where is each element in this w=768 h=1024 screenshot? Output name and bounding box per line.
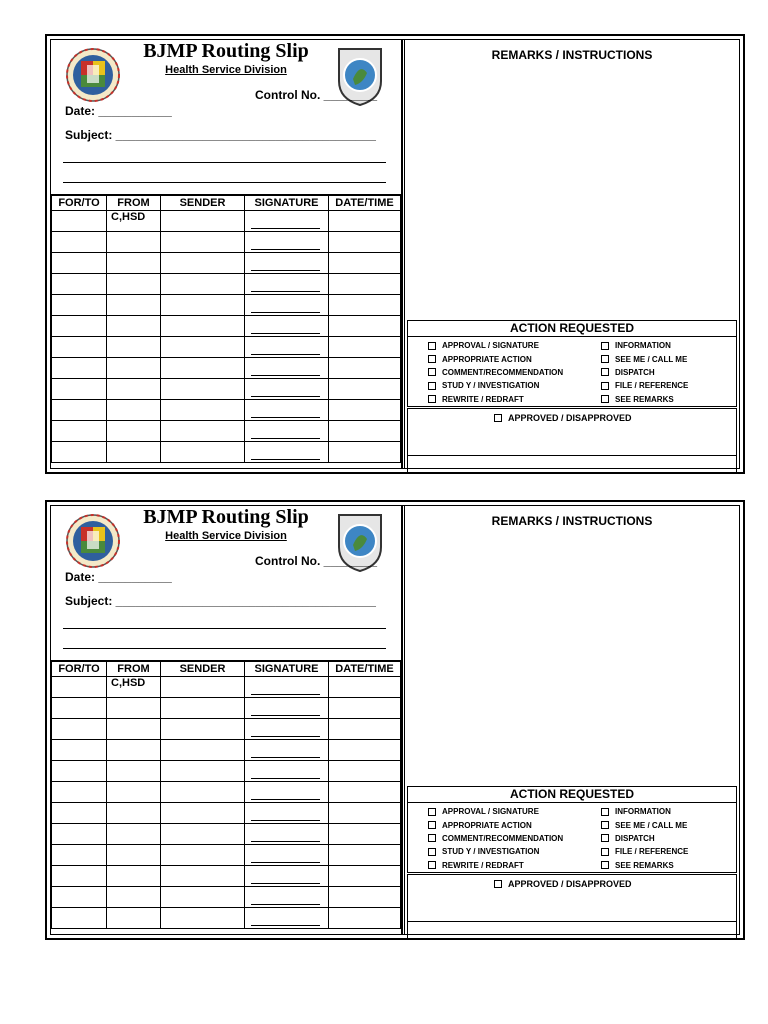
from-cell[interactable]: [107, 378, 161, 399]
sender-cell[interactable]: [161, 357, 245, 378]
date-time-cell[interactable]: [329, 420, 401, 441]
for-to-cell[interactable]: [52, 273, 107, 294]
for-to-cell[interactable]: [52, 907, 107, 928]
for-to-cell[interactable]: [52, 760, 107, 781]
control-number-field[interactable]: Control No. ________: [255, 88, 378, 102]
slip-title: BJMP Routing Slip: [143, 40, 309, 62]
routing-slip: [45, 34, 745, 474]
from-cell[interactable]: [107, 357, 161, 378]
column-header: SENDER: [161, 195, 245, 210]
signature-cell[interactable]: [245, 781, 329, 802]
action-requested-box: [407, 320, 737, 407]
checkbox-icon[interactable]: [428, 382, 436, 390]
for-to-cell[interactable]: [52, 697, 107, 718]
signature-cell[interactable]: [245, 336, 329, 357]
signature-cell[interactable]: [245, 886, 329, 907]
routing-table: [51, 194, 401, 463]
from-cell[interactable]: [107, 441, 161, 462]
table-row: [52, 210, 401, 231]
column-header: FROM: [107, 195, 161, 210]
signature-cell[interactable]: [245, 441, 329, 462]
checkbox-icon[interactable]: [601, 355, 609, 363]
slip-subtitle: Health Service Division: [165, 530, 287, 542]
checkbox-icon[interactable]: [428, 395, 436, 403]
signature-line: [251, 249, 320, 250]
sender-cell[interactable]: [161, 399, 245, 420]
table-row: [52, 760, 401, 781]
signature-line: [251, 417, 320, 418]
for-to-cell[interactable]: [52, 336, 107, 357]
signature-line: [251, 694, 320, 695]
date-time-cell[interactable]: [329, 844, 401, 865]
sender-cell[interactable]: [161, 315, 245, 336]
signature-line: [251, 228, 320, 229]
signature-line: [251, 820, 320, 821]
subject-line[interactable]: [63, 648, 386, 649]
signature-line: [251, 354, 320, 355]
date-time-cell[interactable]: [329, 886, 401, 907]
from-cell[interactable]: [107, 315, 161, 336]
sender-cell[interactable]: [161, 336, 245, 357]
action-checkbox[interactable]: REWRITE / REDRAFT: [428, 393, 563, 406]
column-header: FOR/TO: [52, 195, 107, 210]
from-cell[interactable]: [107, 273, 161, 294]
action-checkbox[interactable]: SEE ME / CALL ME: [601, 818, 688, 831]
for-to-cell[interactable]: [52, 294, 107, 315]
sender-cell[interactable]: [161, 718, 245, 739]
sender-cell[interactable]: [161, 441, 245, 462]
signature-line: [251, 799, 320, 800]
action-checkbox[interactable]: APPROVAL / SIGNATURE: [428, 339, 563, 352]
column-header: DATE/TIME: [329, 661, 401, 676]
checkbox-icon[interactable]: [428, 821, 436, 829]
checkbox-icon[interactable]: [428, 861, 436, 869]
checkbox-icon[interactable]: [601, 834, 609, 842]
signature-cell[interactable]: [245, 907, 329, 928]
date-time-cell[interactable]: [329, 802, 401, 823]
signature-line: [251, 841, 320, 842]
for-to-cell[interactable]: [52, 231, 107, 252]
remarks-panel: [404, 40, 739, 468]
from-cell[interactable]: C,HSD: [107, 210, 161, 231]
action-checkbox[interactable]: INFORMATION: [601, 805, 688, 818]
approval-box: [407, 408, 737, 474]
table-row: [52, 907, 401, 928]
date-field[interactable]: Date: ___________: [65, 570, 172, 584]
signature-line: [251, 736, 320, 737]
routing-slip: [45, 500, 745, 940]
from-cell[interactable]: C,HSD: [107, 676, 161, 697]
table-row: [52, 718, 401, 739]
signature-cell[interactable]: [245, 865, 329, 886]
sender-cell[interactable]: [161, 294, 245, 315]
subject-line[interactable]: [63, 628, 386, 629]
for-to-cell[interactable]: [52, 781, 107, 802]
from-cell[interactable]: [107, 802, 161, 823]
routing-panel: [51, 40, 403, 468]
bjmp-seal-icon: [65, 43, 121, 107]
from-cell[interactable]: [107, 399, 161, 420]
signature-line: [251, 883, 320, 884]
table-row: [52, 844, 401, 865]
from-cell[interactable]: [107, 336, 161, 357]
signature-line: [251, 312, 320, 313]
sender-cell[interactable]: [161, 420, 245, 441]
signature-line: [251, 757, 320, 758]
sender-cell[interactable]: [161, 676, 245, 697]
action-checkbox[interactable]: SEE ME / CALL ME: [601, 352, 688, 365]
action-checkbox[interactable]: APPROPRIATE ACTION: [428, 818, 563, 831]
from-cell[interactable]: [107, 823, 161, 844]
column-header: FROM: [107, 661, 161, 676]
table-header-row: [52, 661, 401, 676]
from-cell[interactable]: [107, 718, 161, 739]
from-cell[interactable]: [107, 697, 161, 718]
signature-line: [251, 904, 320, 905]
checkbox-icon[interactable]: [428, 368, 436, 376]
action-checkbox[interactable]: DISPATCH: [601, 832, 688, 845]
sender-cell[interactable]: [161, 378, 245, 399]
date-time-cell[interactable]: [329, 231, 401, 252]
signature-cell[interactable]: [245, 718, 329, 739]
for-to-cell[interactable]: [52, 676, 107, 697]
date-time-cell[interactable]: [329, 718, 401, 739]
subject-field[interactable]: Subject: _______________________________________: [65, 128, 376, 142]
action-checkbox[interactable]: REWRITE / REDRAFT: [428, 859, 563, 872]
subject-line[interactable]: [63, 162, 386, 163]
action-checkbox[interactable]: STUD Y / INVESTIGATION: [428, 379, 563, 392]
remarks-title: REMARKS / INSTRUCTIONS: [491, 514, 653, 528]
from-cell[interactable]: [107, 231, 161, 252]
action-checkbox[interactable]: APPROPRIATE ACTION: [428, 352, 563, 365]
date-time-cell[interactable]: [329, 315, 401, 336]
signature-line: [251, 291, 320, 292]
sender-cell[interactable]: [161, 823, 245, 844]
table-row: [52, 252, 401, 273]
action-requested-box: [407, 786, 737, 873]
date-time-cell[interactable]: [329, 378, 401, 399]
signature-line: [251, 270, 320, 271]
checkbox-icon[interactable]: [428, 355, 436, 363]
for-to-cell[interactable]: [52, 739, 107, 760]
slip-subtitle: Health Service Division: [165, 64, 287, 76]
table-row: [52, 739, 401, 760]
table-row: [52, 315, 401, 336]
remarks-title: REMARKS / INSTRUCTIONS: [491, 48, 653, 62]
slip-title: BJMP Routing Slip: [143, 506, 309, 528]
signature-cell[interactable]: [245, 399, 329, 420]
action-checkbox[interactable]: INFORMATION: [601, 339, 688, 352]
signature-line: [251, 375, 320, 376]
table-row: [52, 802, 401, 823]
sender-cell[interactable]: [161, 886, 245, 907]
signature-cell[interactable]: [245, 357, 329, 378]
table-row: [52, 420, 401, 441]
table-row: [52, 231, 401, 252]
date-time-cell[interactable]: [329, 739, 401, 760]
table-header-row: [52, 195, 401, 210]
from-cell[interactable]: [107, 781, 161, 802]
column-header: SIGNATURE: [245, 195, 329, 210]
for-to-cell[interactable]: [52, 823, 107, 844]
for-to-cell[interactable]: [52, 399, 107, 420]
signature-line: [251, 396, 320, 397]
date-time-cell[interactable]: [329, 294, 401, 315]
date-time-cell[interactable]: [329, 357, 401, 378]
checkbox-icon[interactable]: [494, 414, 502, 422]
checkbox-icon[interactable]: [428, 342, 436, 350]
from-cell[interactable]: [107, 907, 161, 928]
table-row: [52, 294, 401, 315]
date-time-cell[interactable]: [329, 441, 401, 462]
checkbox-icon[interactable]: [428, 848, 436, 856]
signature-cell[interactable]: [245, 676, 329, 697]
date-field[interactable]: Date: ___________: [65, 104, 172, 118]
action-checkbox[interactable]: COMMENT/RECOMMENDATION: [428, 832, 563, 845]
subject-field[interactable]: Subject: _______________________________________: [65, 594, 376, 608]
action-checkbox[interactable]: DISPATCH: [601, 366, 688, 379]
routing-table: [51, 660, 401, 929]
checkbox-icon[interactable]: [428, 808, 436, 816]
signature-line: [251, 333, 320, 334]
checkbox-icon[interactable]: [428, 834, 436, 842]
from-cell[interactable]: [107, 294, 161, 315]
bjmp-seal-icon: [65, 509, 121, 573]
date-time-cell[interactable]: [329, 252, 401, 273]
table-row: [52, 441, 401, 462]
checkbox-icon[interactable]: [601, 368, 609, 376]
for-to-cell[interactable]: [52, 378, 107, 399]
checkbox-icon[interactable]: [494, 880, 502, 888]
from-cell[interactable]: [107, 844, 161, 865]
action-requested-title: ACTION REQUESTED: [408, 321, 736, 337]
signature-cell[interactable]: [245, 210, 329, 231]
sender-cell[interactable]: [161, 865, 245, 886]
routing-panel: [51, 506, 403, 934]
signature-cell[interactable]: [245, 697, 329, 718]
subject-line[interactable]: [63, 182, 386, 183]
sender-cell[interactable]: [161, 231, 245, 252]
checkbox-icon[interactable]: [601, 861, 609, 869]
signature-cell[interactable]: [245, 252, 329, 273]
signature-cell[interactable]: [245, 420, 329, 441]
from-cell[interactable]: [107, 760, 161, 781]
routing-slip-frame: [50, 505, 740, 935]
routing-slip-frame: [50, 39, 740, 469]
action-checkbox[interactable]: SEE REMARKS: [601, 859, 688, 872]
for-to-cell[interactable]: [52, 865, 107, 886]
table-row: [52, 697, 401, 718]
signature-cell[interactable]: [245, 802, 329, 823]
sender-cell[interactable]: [161, 739, 245, 760]
action-checkbox[interactable]: STUD Y / INVESTIGATION: [428, 845, 563, 858]
for-to-cell[interactable]: [52, 802, 107, 823]
sender-cell[interactable]: [161, 781, 245, 802]
sender-cell[interactable]: [161, 844, 245, 865]
for-to-cell[interactable]: [52, 441, 107, 462]
checkbox-icon[interactable]: [601, 848, 609, 856]
sender-cell[interactable]: [161, 210, 245, 231]
signature-cell[interactable]: [245, 273, 329, 294]
sender-cell[interactable]: [161, 802, 245, 823]
sender-cell[interactable]: [161, 760, 245, 781]
signature-cell[interactable]: [245, 739, 329, 760]
approval-box: [407, 874, 737, 940]
column-header: SIGNATURE: [245, 661, 329, 676]
date-time-cell[interactable]: [329, 697, 401, 718]
date-time-cell[interactable]: [329, 823, 401, 844]
action-checkbox[interactable]: FILE / REFERENCE: [601, 845, 688, 858]
for-to-cell[interactable]: [52, 886, 107, 907]
from-cell[interactable]: [107, 865, 161, 886]
table-row: [52, 781, 401, 802]
signature-cell[interactable]: [245, 823, 329, 844]
from-cell[interactable]: [107, 886, 161, 907]
column-header: SENDER: [161, 661, 245, 676]
signature-cell[interactable]: [245, 378, 329, 399]
signature-cell[interactable]: [245, 760, 329, 781]
date-time-cell[interactable]: [329, 210, 401, 231]
checkbox-icon[interactable]: [601, 342, 609, 350]
date-time-cell[interactable]: [329, 760, 401, 781]
approval-checkbox[interactable]: APPROVED / DISAPPROVED: [494, 879, 632, 889]
date-time-cell[interactable]: [329, 865, 401, 886]
checkbox-icon[interactable]: [601, 382, 609, 390]
from-cell[interactable]: [107, 252, 161, 273]
signature-line: [251, 438, 320, 439]
checkbox-icon[interactable]: [601, 395, 609, 403]
table-row: [52, 676, 401, 697]
sender-cell[interactable]: [161, 252, 245, 273]
table-row: [52, 886, 401, 907]
date-time-cell[interactable]: [329, 781, 401, 802]
signature-cell[interactable]: [245, 231, 329, 252]
action-checkbox[interactable]: APPROVAL / SIGNATURE: [428, 805, 563, 818]
table-row: [52, 378, 401, 399]
checkbox-icon[interactable]: [601, 821, 609, 829]
date-time-cell[interactable]: [329, 907, 401, 928]
sender-cell[interactable]: [161, 697, 245, 718]
control-number-field[interactable]: Control No. ________: [255, 554, 378, 568]
from-cell[interactable]: [107, 420, 161, 441]
signature-line: [251, 459, 320, 460]
signature-line: [251, 778, 320, 779]
remarks-panel: [404, 506, 739, 934]
for-to-cell[interactable]: [52, 420, 107, 441]
for-to-cell[interactable]: [52, 210, 107, 231]
signature-line: [251, 925, 320, 926]
for-to-cell[interactable]: [52, 718, 107, 739]
for-to-cell[interactable]: [52, 315, 107, 336]
for-to-cell[interactable]: [52, 357, 107, 378]
approval-line: [408, 455, 736, 456]
from-cell[interactable]: [107, 739, 161, 760]
table-row: [52, 273, 401, 294]
for-to-cell[interactable]: [52, 844, 107, 865]
date-time-cell[interactable]: [329, 273, 401, 294]
column-header: FOR/TO: [52, 661, 107, 676]
for-to-cell[interactable]: [52, 252, 107, 273]
sender-cell[interactable]: [161, 907, 245, 928]
signature-cell[interactable]: [245, 315, 329, 336]
signature-line: [251, 715, 320, 716]
table-row: [52, 357, 401, 378]
approval-checkbox[interactable]: APPROVED / DISAPPROVED: [494, 413, 632, 423]
sender-cell[interactable]: [161, 273, 245, 294]
action-requested-title: ACTION REQUESTED: [408, 787, 736, 803]
date-time-cell[interactable]: [329, 676, 401, 697]
table-row: [52, 399, 401, 420]
table-row: [52, 865, 401, 886]
column-header: DATE/TIME: [329, 195, 401, 210]
table-row: [52, 336, 401, 357]
signature-line: [251, 862, 320, 863]
action-checkbox[interactable]: FILE / REFERENCE: [601, 379, 688, 392]
approval-line: [408, 921, 736, 922]
signature-cell[interactable]: [245, 294, 329, 315]
table-row: [52, 823, 401, 844]
checkbox-icon[interactable]: [601, 808, 609, 816]
date-time-cell[interactable]: [329, 399, 401, 420]
action-checkbox[interactable]: SEE REMARKS: [601, 393, 688, 406]
signature-cell[interactable]: [245, 844, 329, 865]
date-time-cell[interactable]: [329, 336, 401, 357]
action-checkbox[interactable]: COMMENT/RECOMMENDATION: [428, 366, 563, 379]
